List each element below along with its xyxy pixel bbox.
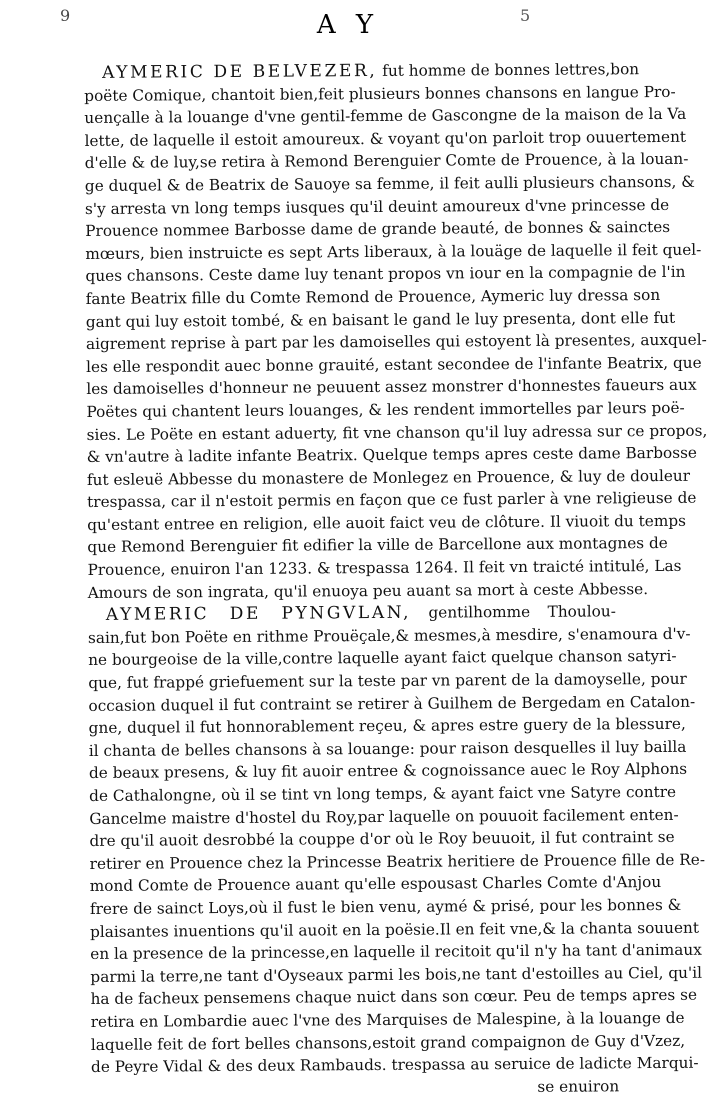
running-head: A Y [316, 10, 380, 40]
text-line: d'elle & de luy,se retira à Remond Berenguier Comte de Prouence, à la louan- [84, 150, 689, 173]
text-line: les elle respondit auec bonne grauité, estant secondee de l'infante Beatrix, que [86, 353, 702, 376]
text-line: de Cathalongne, où il se tint vn long temps, & ayant faict vne Satyre contre [89, 782, 677, 805]
text-line: trespassa, car il n'estoit permis en façon que ce fust parler à vne religieuse de [87, 489, 697, 512]
text-line: frere de sainct Loys,où il fust le bien venu, aymé & prisé, pour les bonnes & [89, 895, 682, 918]
text-line: ha de facheux pensemens chaque nuict dans son cœur. Peu de temps apres se [90, 986, 698, 1009]
text-line: retirer en Prouence chez la Princesse Beatrix heritiere de Prouence fille de Re- [89, 850, 706, 873]
text-line: fante Beatrix fille du Comte Remond de Prouence, Aymeric luy dressa son [85, 285, 661, 308]
body-text [84, 58, 708, 1101]
text-line: gant qui luy estoit tombé, & en baisant le gand le luy presenta, dont elle fut [85, 308, 676, 331]
entry-first-line: AYMERIC DE PYNGVLAN, gentilhomme Thoulou- [105, 602, 616, 626]
text-line: Poëtes qui chantent leurs louanges, & les rendent immortelles par leurs poë- [86, 398, 685, 421]
text-line: sies. Le Poëte en estant aduerty, fit vne chanson qu'il luy adressa sur ce propos, [86, 421, 708, 444]
text-line: & vn'autre à ladite infante Beatrix. Quelque temps apres ceste dame Barbosse [86, 443, 698, 467]
text-line: les damoiselles d'honneur ne peuuent assez monstrer d'honnestes faueurs aux [86, 376, 697, 399]
text-line: Prouence, enuiron l'an 1233. & trespassa 1264. Il feit vn traicté intitulé, Las [87, 556, 682, 580]
corner-mark: 5 [520, 6, 531, 25]
entry-name: AYMERIC DE PYNGVLAN, [105, 602, 412, 626]
text-line: en la presence de la princesse,en laquelle il recitoit qu'il n'y ha tant d'animaux [90, 940, 702, 964]
text-line: mœurs, bien instruicte es sept Arts liberaux, à la louäge de laquelle il feit quel- [85, 240, 702, 263]
text-line: que, fut frappé griefuement sur la teste par vn parent de la damoyselle, pour [88, 669, 687, 693]
text-line: lette, de laquelle il estoit amoureux. & voyant qu'on parloit trop ouuertement [84, 127, 687, 150]
text-line: Prouence nommee Barbosse dame de grande beauté, de bonnes & sainctes [85, 218, 671, 241]
text-line: dre qu'il auoit desrobbé la couppe d'or où le Roy beuuoit, il fut contraint se [89, 828, 675, 851]
text-line: qu'estant entree en religion, elle auoit faict veu de clôture. Il viuoit du temps [87, 511, 686, 534]
entry-first-line: AYMERIC DE BELVEZER, fut homme de bonnes lettres,bon [102, 60, 640, 83]
catchword: se enuiron [537, 1077, 620, 1096]
entry-name: AYMERIC DE BELVEZER, [102, 60, 378, 83]
text-line: poëte Comique, chantoit bien,feit plusieurs bonnes chansons en langue Pro- [84, 82, 676, 105]
text-line: occasion duquel il fut contraint se retirer à Guilhem de Bergedam en Catalon- [88, 692, 696, 715]
text-line: que Remond Berenguier fit edifier la ville de Barcellone aux montagnes de [87, 534, 668, 557]
text-line: gne, duquel il fut honnorablement reçeu, & apres estre guery de la blessure, [88, 715, 686, 738]
text-line: Amours de son ingrata, qu'il enuoya peu auant sa mort à ceste Abbesse. [87, 579, 649, 602]
text-line: uençalle à la louange d'vne gentil-femme de Gascongne de la maison de la Va [84, 104, 687, 128]
text-line: laquelle feit de fort belles chansons,estoit grand compaignon de Guy d'Vzez, [90, 1031, 686, 1054]
text-line: fut esleuë Abbesse du monastere de Monlegez en Prouence, & luy de douleur [86, 466, 691, 489]
text-line: plaisantes inuentions qu'il auoit en la poësie.Il en feit vne,& la chanta souuent [90, 918, 700, 941]
text-line: parmi la terre,ne tant d'Oyseaux parmi les bois,ne tant d'estoilles au Ciel, qu'il [90, 963, 703, 986]
page-number: 9 [60, 6, 71, 25]
text-line: de Peyre Vidal & des deux Rambauds. trespassa au seruice de ladicte Marqui- [90, 1053, 699, 1077]
text-line: il chanta de belles chansons à sa louange: pour raison desquelles il luy bailla [88, 737, 687, 760]
text-line: aigrement reprise à part par les damoiselles qui estoyent là presentes, auxquel- [85, 330, 707, 354]
text-line: mond Comte de Prouence auant qu'elle espousast Charles Comte d'Anjou [89, 873, 662, 896]
text-line: s'y arresta vn long temps iusques qu'il deuint amoureux d'vne princesse de [84, 195, 670, 218]
text-line: ne bourgeoise de la ville,contre laquelle ayant faict quelque chanson satyri- [88, 647, 677, 670]
text-line: ques chansons. Ceste dame luy tenant propos vn iour en la compagnie de l'in [85, 263, 686, 286]
text-line: Gancelme maistre d'hostel du Roy,par laquelle on pouuoit facilement enten- [89, 805, 679, 828]
text-line: ge duquel & de Beatrix de Sauoye sa femme, il feit aulli plusieurs chansons, & [84, 172, 695, 195]
text-line: sain,fut bon Poëte en rithme Prouëçale,& mesmes,à mesdire, s'enamoura d'v- [87, 624, 691, 647]
text-line: de beaux presens, & luy fit auoir entree & cognoissance auec le Roy Alphons [88, 760, 688, 783]
text-line: retira en Lombardie auec l'vne des Marquises de Malespine, à la louange de [90, 1008, 685, 1031]
